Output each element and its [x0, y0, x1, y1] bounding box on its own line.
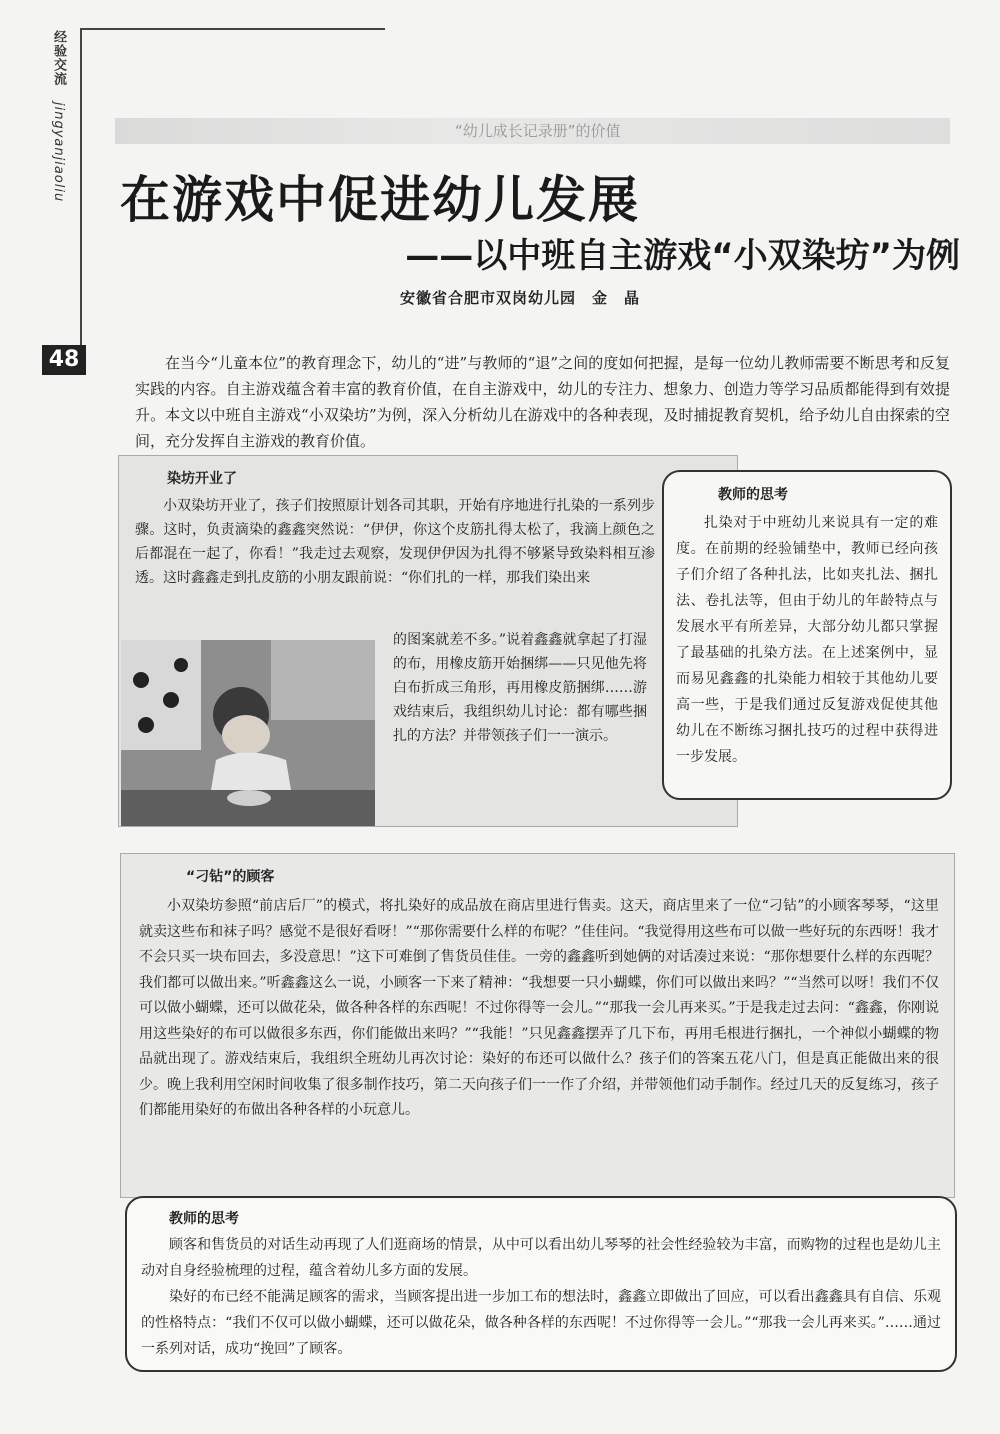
- case-heading: 染坊开业了: [167, 471, 237, 487]
- case-text-top: 小双染坊开业了，孩子们按照原计划各司其职，开始有序地进行扎染的一系列步骤。这时，负责滴染的鑫鑫突然说：“伊伊，你这个皮筋扎得太松了，我滴上颜色之后都混在一起了，你看！”我走过去观察，发现伊伊因为扎得不够紧导致染料相互渗透。这时鑫鑫走到扎皮筋的小朋友跟前说：“你们扎的一样，那我们染出来: [135, 498, 655, 586]
- reflection-heading: 教师的思考: [169, 1211, 239, 1227]
- reflection-paragraph-2: 染好的布已经不能满足顾客的需求，当顾客提出进一步加工布的想法时，鑫鑫立即做出了回应，可以看出鑫鑫具有自信、乐观的性格特点：“我们不仅可以做小蝴蝶，还可以做花朵，做各种各样的东西呢！不过你得等一会儿。”“那我一会儿再来买。”……通过一系列对话，成功“挽回”了顾客。: [141, 1289, 941, 1357]
- article-title: 在游戏中促进幼儿发展: [120, 171, 640, 229]
- section-label-pinyin: jingyanjiaoliu: [51, 101, 66, 202]
- case-heading: “刁钻”的顾客: [186, 869, 275, 885]
- reflection-box-2: [125, 1196, 957, 1372]
- child-photo: [121, 640, 375, 826]
- intro-paragraph: 在当今“儿童本位”的教育理念下，幼儿的“进”与教师的“退”之间的度如何把握，是每一位幼儿教师需要不断思考和反复实践的内容。自主游戏蕴含着丰富的教育价值，在自主游戏中，幼儿的专注力、想象力、创造力等学习品质都能得到有效提升。本文以中班自主游戏“小双染坊”为例，深入分析幼儿在游戏中的各种表现，及时捕捉教育契机，给予幼儿自由探索的空间，充分发挥自主游戏的教育价值。: [135, 354, 950, 450]
- case-text-right: 的图案就差不多。”说着鑫鑫就拿起了打湿的布，用橡皮筋开始捆绑——只见他先将白布折成三角形，再用橡皮筋捆绑……游戏结束后，我组织幼儿讨论：都有哪些捆扎的方法？并带领孩子们一一演示。: [393, 632, 647, 744]
- reflection-text: 扎染对于中班幼儿来说具有一定的难度。在前期的经验铺垫中，教师已经向孩子们介绍了各种扎法，比如夹扎法、捆扎法、卷扎法等，但由于幼儿的年龄特点与发展水平有所差异，大部分幼儿都只掌握了最基础的扎染方法。在上述案例中，显而易见鑫鑫的扎染能力相较于其他幼儿要高一些，于是我们通过反复游戏促使其他幼儿在不断练习捆扎技巧的过程中获得进一步发展。: [676, 515, 938, 765]
- article-subtitle: ——以中班自主游戏“小双染坊”为例: [405, 236, 960, 276]
- reflection-box-1: [662, 470, 952, 800]
- section-label: [48, 30, 68, 202]
- section-label-text: 经验交流: [51, 30, 66, 86]
- case-box-customer: [120, 853, 955, 1198]
- reflection-paragraph-1: 顾客和售货员的对话生动再现了人们逛商场的情景，从中可以看出幼儿琴琴的社会性经验较为丰富，而购物的过程也是幼儿主动对自身经验梳理的过程，蕴含着幼儿多方面的发展。: [141, 1237, 941, 1279]
- top-rule: [80, 28, 385, 30]
- case-box-dyeing: [118, 455, 738, 827]
- child-photo-illustration: [121, 640, 375, 826]
- side-rule: [80, 28, 82, 348]
- page-number: 48: [42, 345, 86, 375]
- author-line: 安徽省合肥市双岗幼儿园 金 晶: [400, 289, 641, 307]
- case-text: 小双染坊参照“前店后厂”的模式，将扎染好的成品放在商店里进行售卖。这天，商店里来了一位“刁钻”的小顾客琴琴，“这里就卖这些布和袜子吗？感觉不是很好看呀！”“那你需要什么样的布呢？”佳佳问。“我觉得用这些布可以做一些好玩的东西呀！我才不会只买一块布回去，多没意思！”这下可难倒了售货员佳佳。一旁的鑫鑫听到她俩的对话凑过来说：“那你想要什么样的东西呢？我们都可以做出来。”听鑫鑫这么一说，小顾客一下来了精神：“我想要一只小蝴蝶，你们可以做出来吗？”“当然可以呀！我们不仅可以做小蝴蝶，还可以做花朵，做各种各样的东西呢！不过你得等一会儿。”“那我一会儿再来买。”于是我走过去问：“鑫鑫，你刚说用这些染好的布可以做很多东西，你们能做出来吗？”“我能！”只见鑫鑫摆弄了几下布，再用毛根进行捆扎，一个神似小蝴蝶的物品就出现了。游戏结束后，我组织全班幼儿再次讨论：染好的布还可以做什么？孩子们的答案五花八门，但是真正能做出来的很少。晚上我利用空闲时间收集了很多制作技巧，第二天向孩子们一一作了介绍，并带领他们动手制作。经过几天的反复练习，孩子们都能用染好的布做出各种各样的小玩意儿。: [139, 898, 939, 1118]
- header-band: “幼儿成长记录册”的价值: [115, 118, 950, 144]
- reflection-heading: 教师的思考: [718, 487, 788, 503]
